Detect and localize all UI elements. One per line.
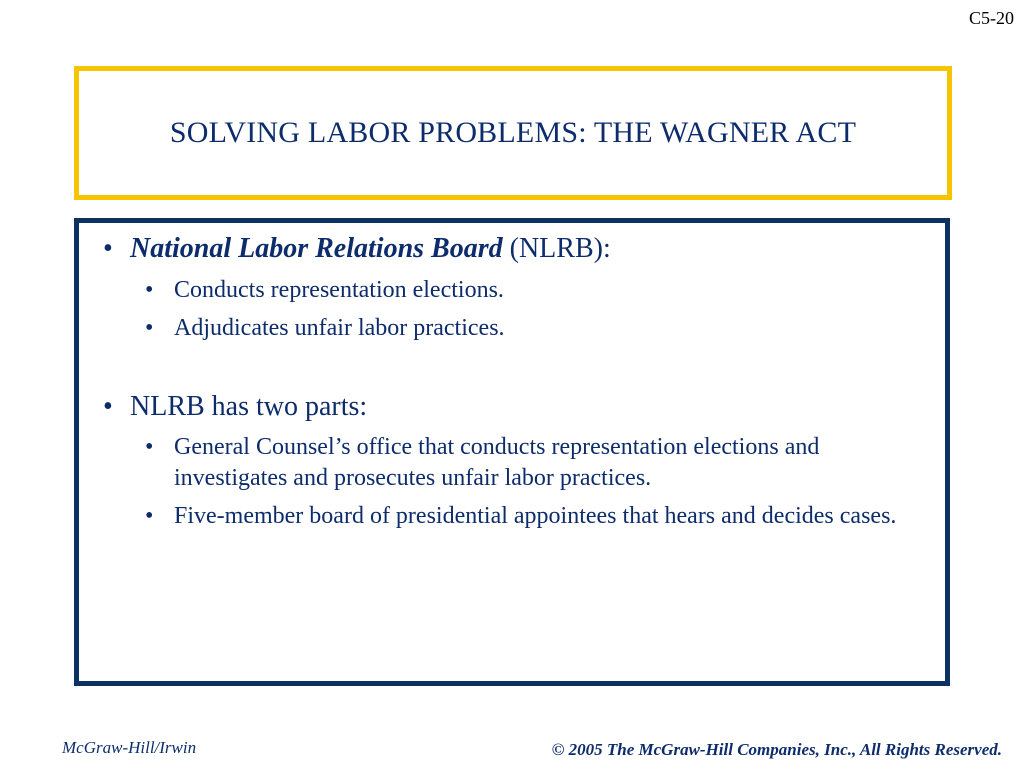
sub-bullet-text: Five-member board of presidential appointees that hears and decides cases.	[174, 503, 897, 529]
bullet-two-parts-text: NLRB has two parts:	[130, 391, 368, 422]
sub-bullet-adjudicates	[145, 313, 935, 344]
sub-bullet-elections	[145, 275, 935, 306]
nlrb-name: National Labor Relations Board	[130, 233, 503, 264]
footer-copyright: © 2005 The McGraw-Hill Companies, Inc., All Rights Reserved.	[551, 740, 1002, 759]
title-box	[74, 66, 952, 200]
content-box	[74, 218, 950, 686]
sub-bullet-text: Conducts representation elections.	[174, 277, 504, 303]
bullet-marker: •	[145, 503, 154, 529]
bullet-marker: •	[103, 233, 113, 264]
sub-bullet-five-member-board	[145, 501, 935, 532]
bullet-marker: •	[103, 391, 113, 422]
bullet-marker: •	[145, 315, 154, 341]
sub-bullet-general-counsel	[145, 432, 935, 494]
sub-bullet-text: Adjudicates unfair labor practices.	[174, 315, 505, 341]
nlrb-abbrev: (NLRB):	[502, 233, 611, 264]
slide-title: SOLVING LABOR PROBLEMS: THE WAGNER ACT	[169, 116, 857, 149]
footer-publisher: McGraw-Hill/Irwin	[62, 738, 197, 757]
sub-bullet-text: General Counsel’s office that conducts representation elections and investigates and prosecutes unfair labor practices.	[174, 434, 820, 491]
bullet-nlrb-text	[130, 233, 611, 265]
bullet-marker: •	[145, 277, 154, 303]
bullet-marker: •	[145, 434, 154, 460]
slide-number: C5-20	[969, 8, 1014, 28]
